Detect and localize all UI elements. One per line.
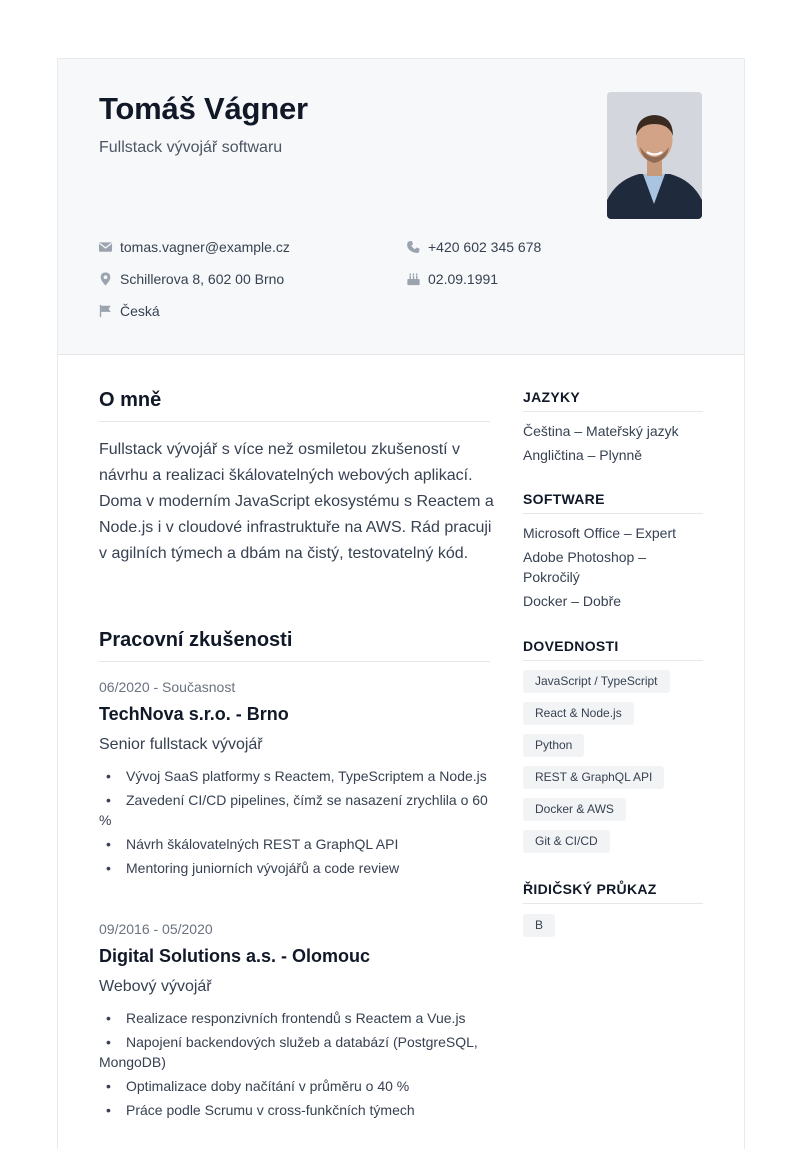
contact-phone[interactable] [406, 239, 541, 255]
job-company: TechNova s.r.o. - Brno [99, 704, 289, 724]
list-item: Čeština – Mateřský jazyk [523, 423, 679, 439]
job-bullets [99, 1008, 494, 1124]
job-role: Senior fullstack vývojář [99, 736, 263, 753]
birthday-cake-icon [406, 272, 421, 286]
about-heading: O mně [99, 389, 490, 422]
nationality-value: Česká [120, 303, 160, 319]
license-tag: B [523, 914, 555, 937]
list-item: • Mentoring juniorních vývojářů a code review [106, 860, 400, 876]
license-heading: ŘIDIČSKÝ PRŮKAZ [523, 881, 703, 904]
resume-page [57, 58, 745, 1149]
email-value: tomas.vagner@example.cz [120, 239, 290, 255]
experience-heading: Pracovní zkušenosti [99, 629, 490, 662]
phone-value: +420 602 345 678 [428, 239, 542, 255]
skill-tag: Git & CI/CD [523, 830, 610, 853]
software-heading: SOFTWARE [523, 491, 703, 514]
skills-tags [523, 670, 703, 862]
skill-tag: Python [523, 734, 584, 757]
birthdate-value: 02.09.1991 [428, 271, 499, 287]
list-item: Docker – Dobře [523, 593, 622, 609]
flag-icon [98, 304, 113, 318]
person-name: Tomáš Vágner [99, 91, 308, 126]
skill-tag: Docker & AWS [523, 798, 626, 821]
skill-tag: React & Node.js [523, 702, 634, 725]
list-item: Angličtina – Plynně [523, 447, 643, 463]
list-item: • Zavedení CI/CD pipelines, čímž se nasazení zrychlila o 60 % [99, 792, 488, 828]
skills-heading: DOVEDNOSTI [523, 638, 703, 661]
job-company: Digital Solutions a.s. - Olomouc [99, 946, 371, 966]
list-item: • Realizace responzivních frontendů s Reactem a Vue.js [106, 1010, 466, 1026]
list-item: • Práce podle Scrumu v cross-funkčních týmech [106, 1102, 415, 1118]
address-value: Schillerova 8, 602 00 Brno [120, 271, 285, 287]
contact-email[interactable] [98, 239, 290, 255]
software-list [523, 523, 703, 615]
license-tags [523, 914, 703, 946]
map-pin-icon [98, 272, 113, 286]
job-date: 09/2016 - 05/2020 [99, 921, 213, 937]
contact-birthdate [406, 271, 498, 287]
skill-tag: REST & GraphQL API [523, 766, 664, 789]
contact-address [98, 271, 284, 287]
list-item: • Napojení backendových služeb a databází (PostgreSQL, MongoDB) [99, 1034, 478, 1070]
list-item: Adobe Photoshop – Pokročilý [523, 549, 646, 585]
languages-heading: JAZYKY [523, 389, 703, 412]
list-item: Microsoft Office – Expert [523, 525, 677, 541]
list-item: • Optimalizace doby načítání v průměru o 40 % [106, 1078, 410, 1094]
phone-icon [406, 240, 421, 254]
resume-header [58, 59, 744, 355]
person-role: Fullstack vývojář softwaru [99, 139, 283, 156]
job-date: 06/2020 - Současnost [99, 679, 236, 695]
list-item: • Návrh škálovatelných REST a GraphQL API [106, 836, 399, 852]
profile-photo [607, 92, 702, 219]
job-role: Webový vývojář [99, 978, 212, 995]
envelope-icon [98, 240, 113, 254]
contact-nationality [98, 303, 160, 319]
languages-list [523, 421, 703, 469]
job-bullets [99, 766, 494, 882]
list-item: • Vývoj SaaS platformy s Reactem, TypeScriptem a Node.js [106, 768, 487, 784]
about-text: Fullstack vývojář s více než osmiletou zkušeností v návrhu a realizaci škálovatelných webových aplikací. Doma v moderním JavaScript ekosystému s Reactem a Node.js i v cloudové infrastruktuře na AWS. Rád pracuji v agilních týmech a dbám na čistý, testovatelný kód. [99, 441, 494, 562]
skill-tag: JavaScript / TypeScript [523, 670, 670, 693]
